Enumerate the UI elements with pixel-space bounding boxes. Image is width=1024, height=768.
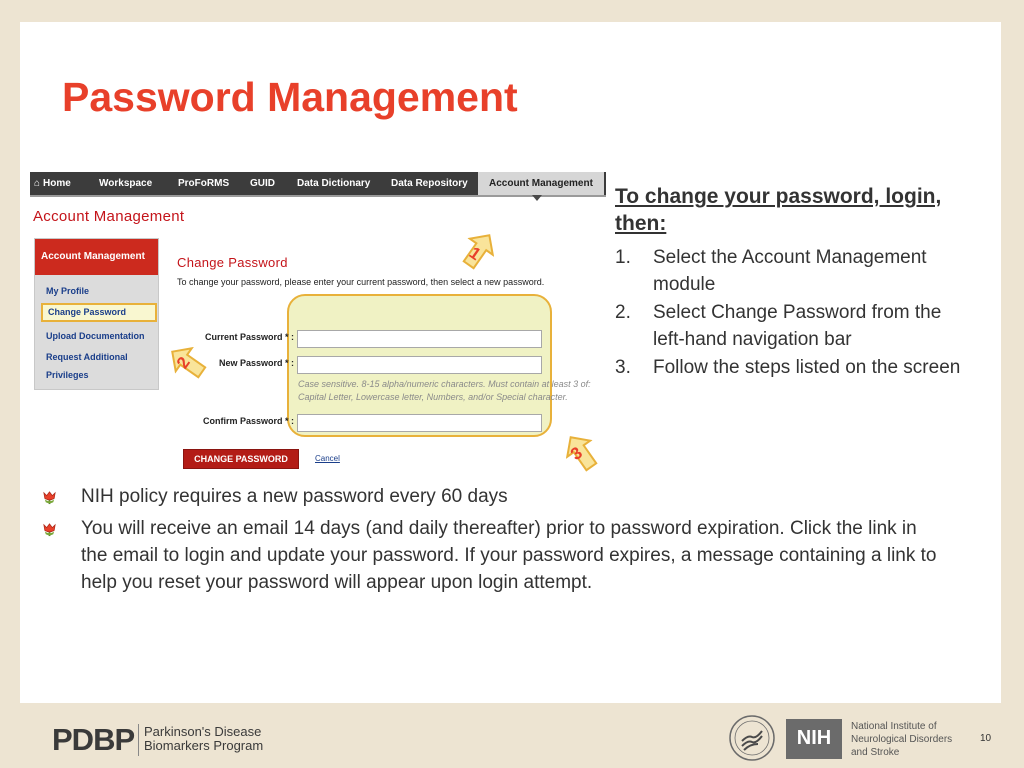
nih-logo-text: NIH (796, 727, 832, 749)
nav-workspace[interactable]: Workspace (99, 178, 153, 189)
instruction-step-text: Follow the steps listed on the screen (653, 357, 961, 378)
program-name (144, 725, 263, 753)
ninds-name-line-2: Neurological Disorders (851, 734, 953, 745)
account-sidebar (34, 238, 159, 390)
program-name-line-2: Biomarkers Program (144, 738, 264, 753)
step-2-number: 2 (172, 353, 194, 373)
sidebar-item-change-password[interactable]: Change Password (41, 303, 157, 322)
nav-home-label: Home (43, 178, 71, 189)
nav-account-management[interactable]: Account Management (478, 172, 604, 195)
instruction-step-text: Select Change Password from the left-hand navigation bar (653, 302, 942, 350)
instructions-list (615, 244, 970, 382)
sidebar-item-privileges[interactable]: Privileges (46, 370, 89, 380)
password-rules-line-2: Capital Letter, Lowercase letter, Numbers, and/or Special character. (298, 392, 568, 402)
change-password-button[interactable]: CHANGE PASSWORD (183, 449, 299, 469)
bullet-item (42, 483, 942, 510)
step-1-number: 1 (465, 243, 485, 265)
bullet-item (42, 515, 942, 596)
instruction-step-number: 1. (615, 247, 631, 268)
embedded-screenshot (30, 172, 606, 472)
sidebar-item-my-profile[interactable]: My Profile (46, 286, 90, 296)
nav-data-dictionary[interactable]: Data Dictionary (297, 178, 371, 189)
confirm-password-input[interactable] (297, 414, 542, 432)
current-password-label: Current Password * : (204, 332, 294, 342)
sidebar-item-upload-documentation[interactable]: Upload Documentation (46, 331, 145, 341)
nih-logo (786, 719, 842, 759)
confirm-password-label: Confirm Password * : (202, 416, 294, 426)
instruction-step (615, 244, 970, 298)
change-password-title: Change Password (177, 255, 288, 270)
new-password-label: New Password * : (218, 358, 294, 368)
current-password-input[interactable] (297, 330, 542, 348)
pdbp-logo: PDBP (52, 722, 135, 757)
hhs-seal-icon (728, 714, 776, 762)
nav-home[interactable] (34, 172, 71, 195)
page-number: 10 (980, 733, 992, 744)
slide-title: Password Management (62, 74, 518, 120)
tulip-bullet-icon (42, 490, 57, 505)
sidebar-item-request-additional[interactable]: Request Additional (46, 352, 128, 362)
nav-proforms[interactable]: ProFoRMS (178, 178, 230, 189)
instruction-step-number: 3. (615, 357, 631, 378)
home-icon: ⌂ (34, 178, 41, 189)
password-rules-line-1: Case sensitive. 8-15 alpha/numeric characters. Must contain at least 3 of: (298, 379, 591, 389)
ninds-name (851, 720, 971, 759)
change-password-intro: To change your password, please enter your current password, then select a new password. (177, 277, 545, 287)
active-tab-caret-icon (532, 195, 542, 201)
instructions-heading: To change your password, login, then: (615, 185, 942, 235)
bullet-text: You will receive an email 14 days (and daily thereafter) prior to password expiration. Click the link in the email to login and update your password. If your password expires, a message containing a link to help you reset your password will appear upon login attempt. (81, 518, 937, 593)
new-password-input[interactable] (297, 356, 542, 374)
footer-divider (138, 724, 139, 756)
tulip-bullet-icon (42, 522, 57, 537)
top-nav-bar (30, 172, 606, 197)
ninds-name-line-3: and Stroke (851, 747, 900, 758)
account-management-heading: Account Management (33, 208, 185, 225)
sidebar-header: Account Management (35, 239, 158, 275)
instruction-step-text: Select the Account Management module (653, 247, 927, 295)
instruction-step-number: 2. (615, 302, 631, 323)
program-name-line-1: Parkinson's Disease (144, 724, 262, 739)
nav-guid[interactable]: GUID (250, 178, 275, 189)
bullet-text: NIH policy requires a new password every 60 days (81, 486, 508, 507)
instruction-step (615, 299, 970, 353)
instruction-step (615, 354, 970, 381)
nav-data-repository[interactable]: Data Repository (391, 178, 468, 189)
password-rules-help (298, 378, 623, 404)
step-3-number: 3 (567, 443, 586, 465)
policy-bullets (42, 483, 942, 601)
cancel-link[interactable]: Cancel (315, 454, 340, 463)
ninds-name-line-1: National Institute of (851, 721, 937, 732)
